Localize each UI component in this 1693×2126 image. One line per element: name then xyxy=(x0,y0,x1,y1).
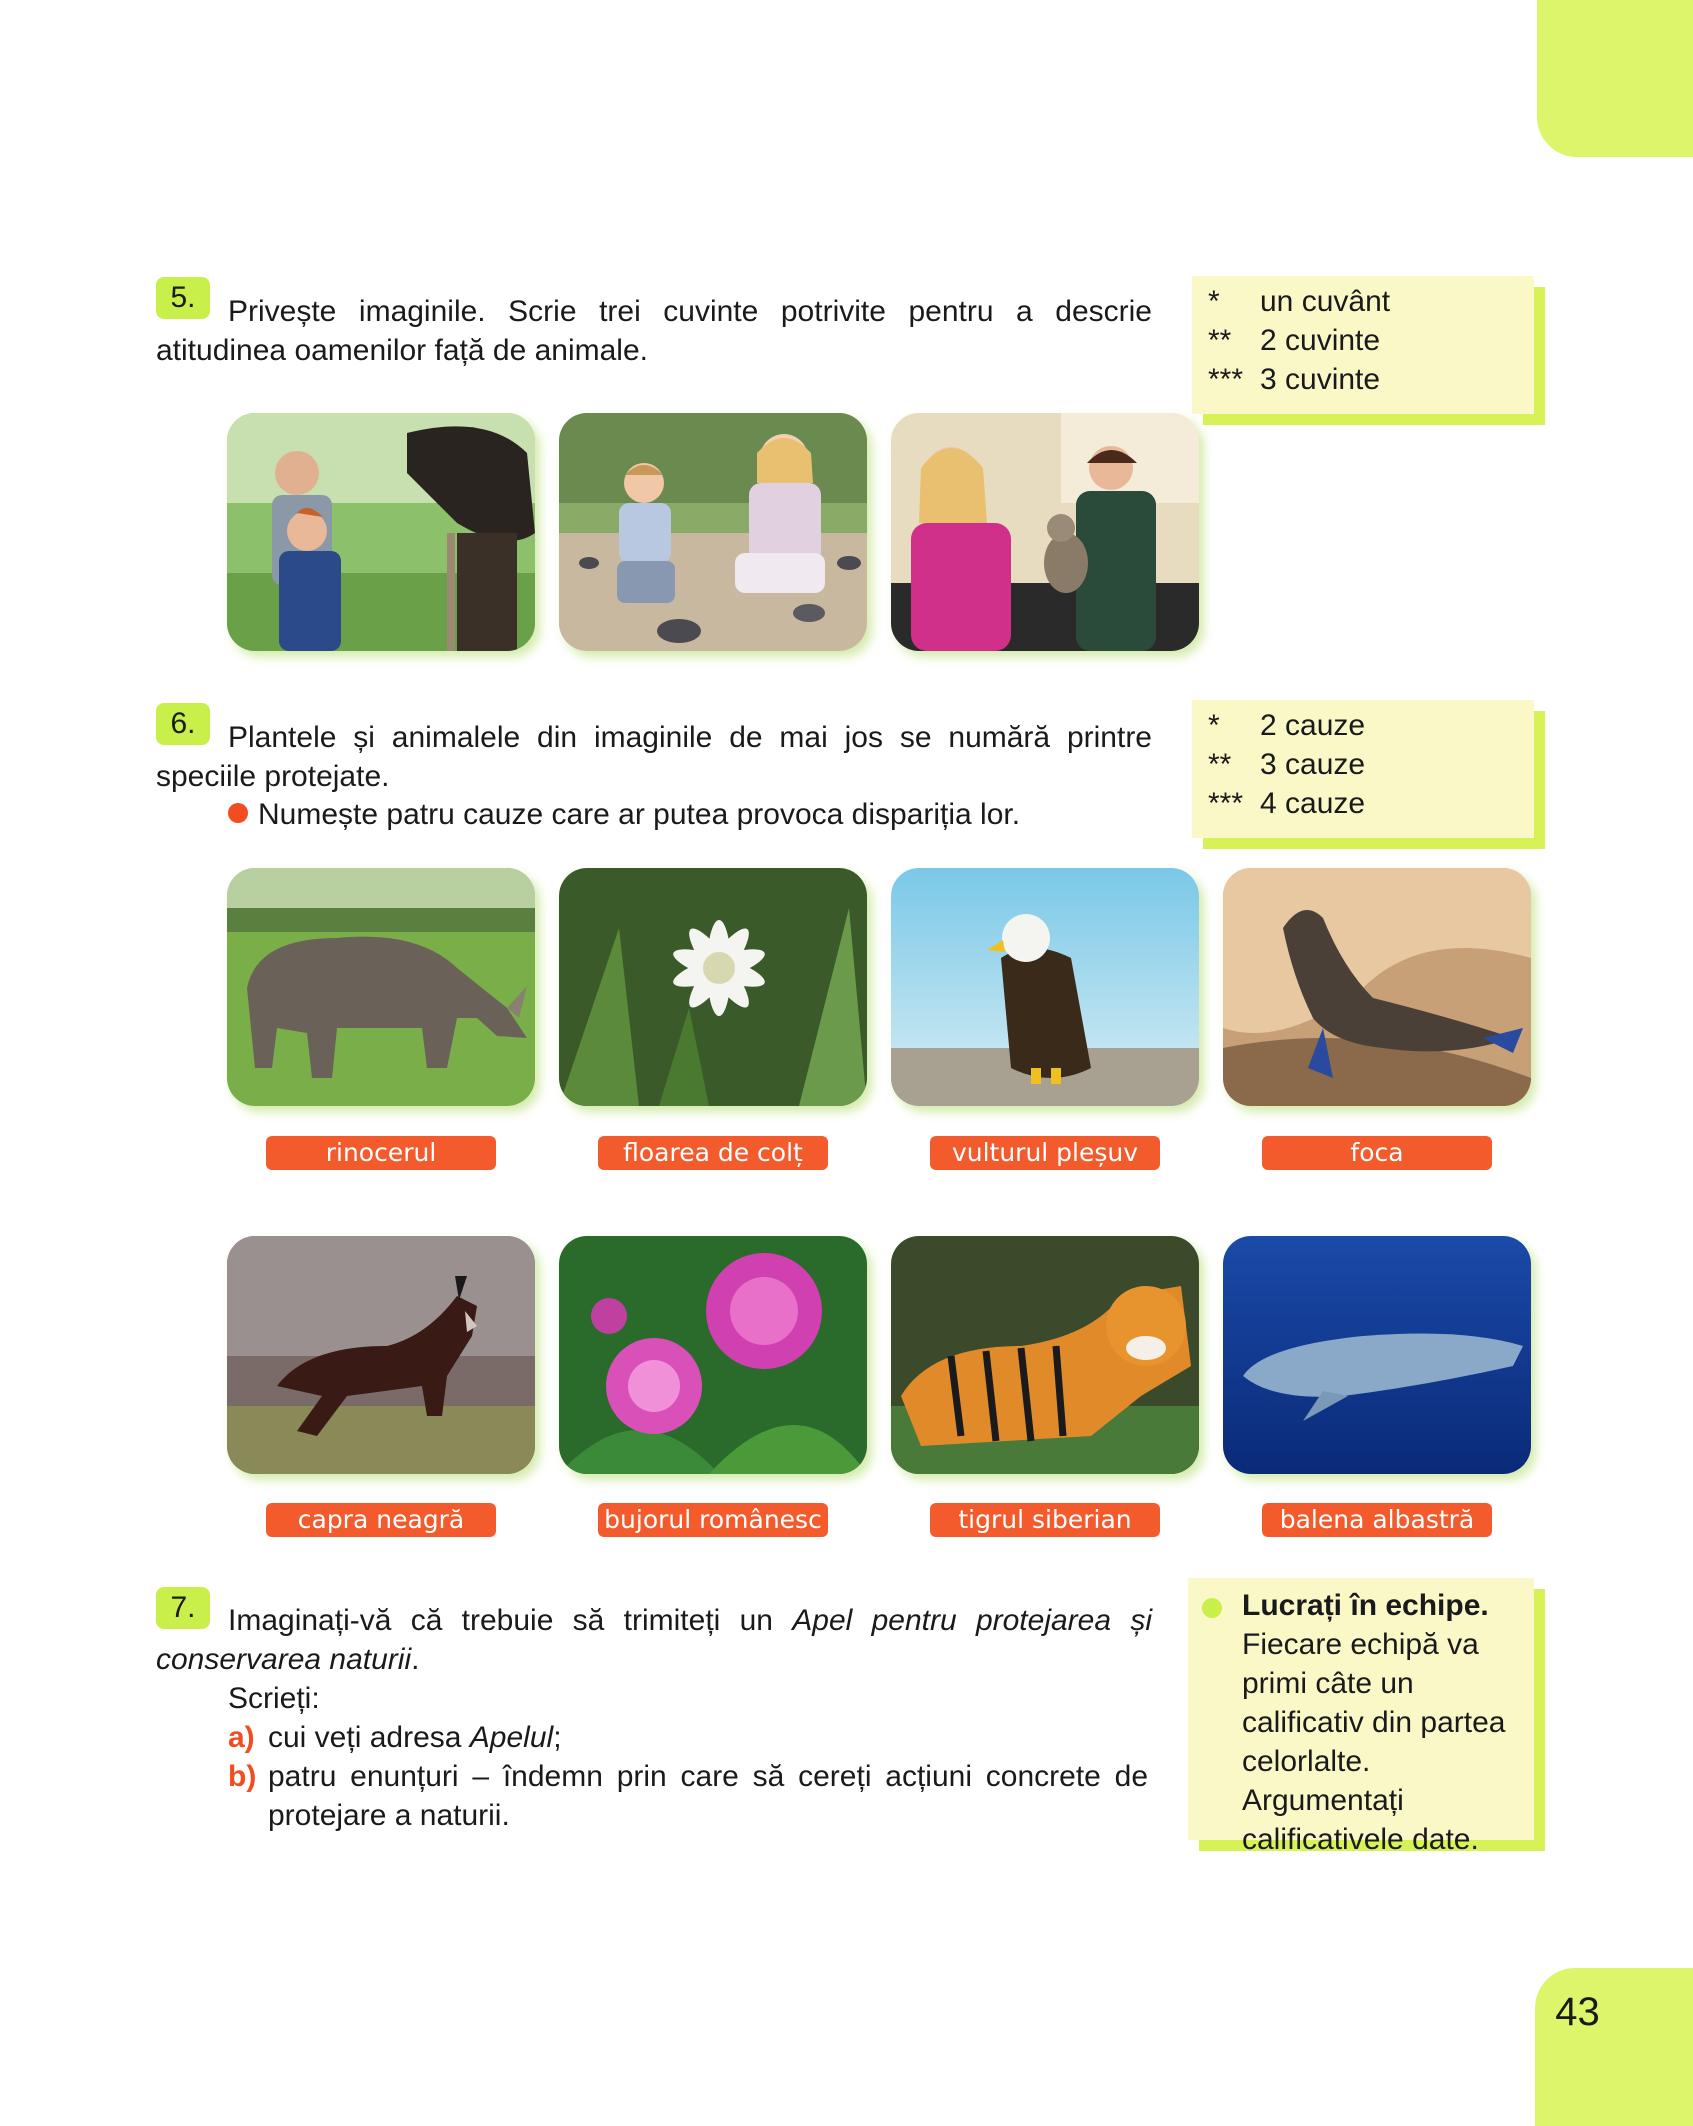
task6-bullet: Numește patru cauze care ar putea provoca dispariția lor. xyxy=(228,795,1128,834)
photo-edelweiss xyxy=(559,868,867,1106)
species-label: foca xyxy=(1262,1136,1492,1170)
species-label: capra neagră xyxy=(266,1503,496,1537)
team-box-body: Fiecare echipă va primi câte un calificativ din partea celorlalte. Argumentați calificativele date. xyxy=(1242,1628,1506,1856)
team-box-title: Lucrați în echipe. xyxy=(1242,1589,1489,1622)
photo-man-boy-horse xyxy=(227,413,535,651)
task6-text: Plantele și animalele din imaginile de mai jos se numără printre speciile protejate. xyxy=(156,721,1152,793)
bullet-dot-icon xyxy=(1202,1598,1222,1618)
level-row: * un cuvânt xyxy=(1208,285,1391,318)
photo-children-pigeons xyxy=(559,413,867,651)
photo-chamois xyxy=(227,1236,535,1474)
species-label: tigrul siberian xyxy=(930,1503,1160,1537)
photo-siberian-tiger xyxy=(891,1236,1199,1474)
photo-peony xyxy=(559,1236,867,1474)
species-label: bujorul românesc xyxy=(598,1503,828,1537)
photo-seal xyxy=(1223,868,1531,1106)
task7-item-a: a) cui veți adresa Apelul; xyxy=(228,1721,562,1754)
task5-text: Privește imaginile. Scrie trei cuvinte potrivite pentru a descrie atitudinea oamenilor față de animale. xyxy=(156,295,1152,367)
species-label: balena albastră xyxy=(1262,1503,1492,1537)
bullet-dot-icon xyxy=(228,803,248,823)
level-row: ** 2 cuvinte xyxy=(1208,324,1381,357)
species-label: floarea de colț xyxy=(598,1136,828,1170)
level-row: *** 4 cauze xyxy=(1208,787,1366,820)
level-row: *** 3 cuvinte xyxy=(1208,363,1381,396)
species-label: vulturul pleșuv xyxy=(930,1136,1160,1170)
level-row: ** 3 cauze xyxy=(1208,748,1366,781)
task-number-7: 7. xyxy=(156,1587,210,1629)
photo-bald-eagle xyxy=(891,868,1199,1106)
page-number: 43 xyxy=(1555,1990,1600,2034)
task5-levels xyxy=(1192,276,1534,414)
task7-write-label: Scrieți: xyxy=(228,1682,320,1715)
team-work-box xyxy=(1188,1578,1534,1856)
task6-levels xyxy=(1192,700,1534,838)
species-label: rinocerul xyxy=(266,1136,496,1170)
corner-tab-top xyxy=(1537,0,1693,157)
level-row: * 2 cauze xyxy=(1208,709,1366,742)
task7-text: Imaginați-vă că trebuie să trimiteți un Apel pentru protejarea și conservarea naturii. xyxy=(156,1604,1152,1676)
photo-rhinoceros xyxy=(227,868,535,1106)
task-number-5: 5. xyxy=(156,277,210,319)
photo-girl-vet-cat xyxy=(891,413,1199,651)
photo-blue-whale xyxy=(1223,1236,1531,1474)
task7-item-b: b) patru enunțuri – îndemn prin care să cereți acțiuni concrete de protejare a naturii. xyxy=(228,1760,1148,1832)
task-number-6: 6. xyxy=(156,703,210,745)
